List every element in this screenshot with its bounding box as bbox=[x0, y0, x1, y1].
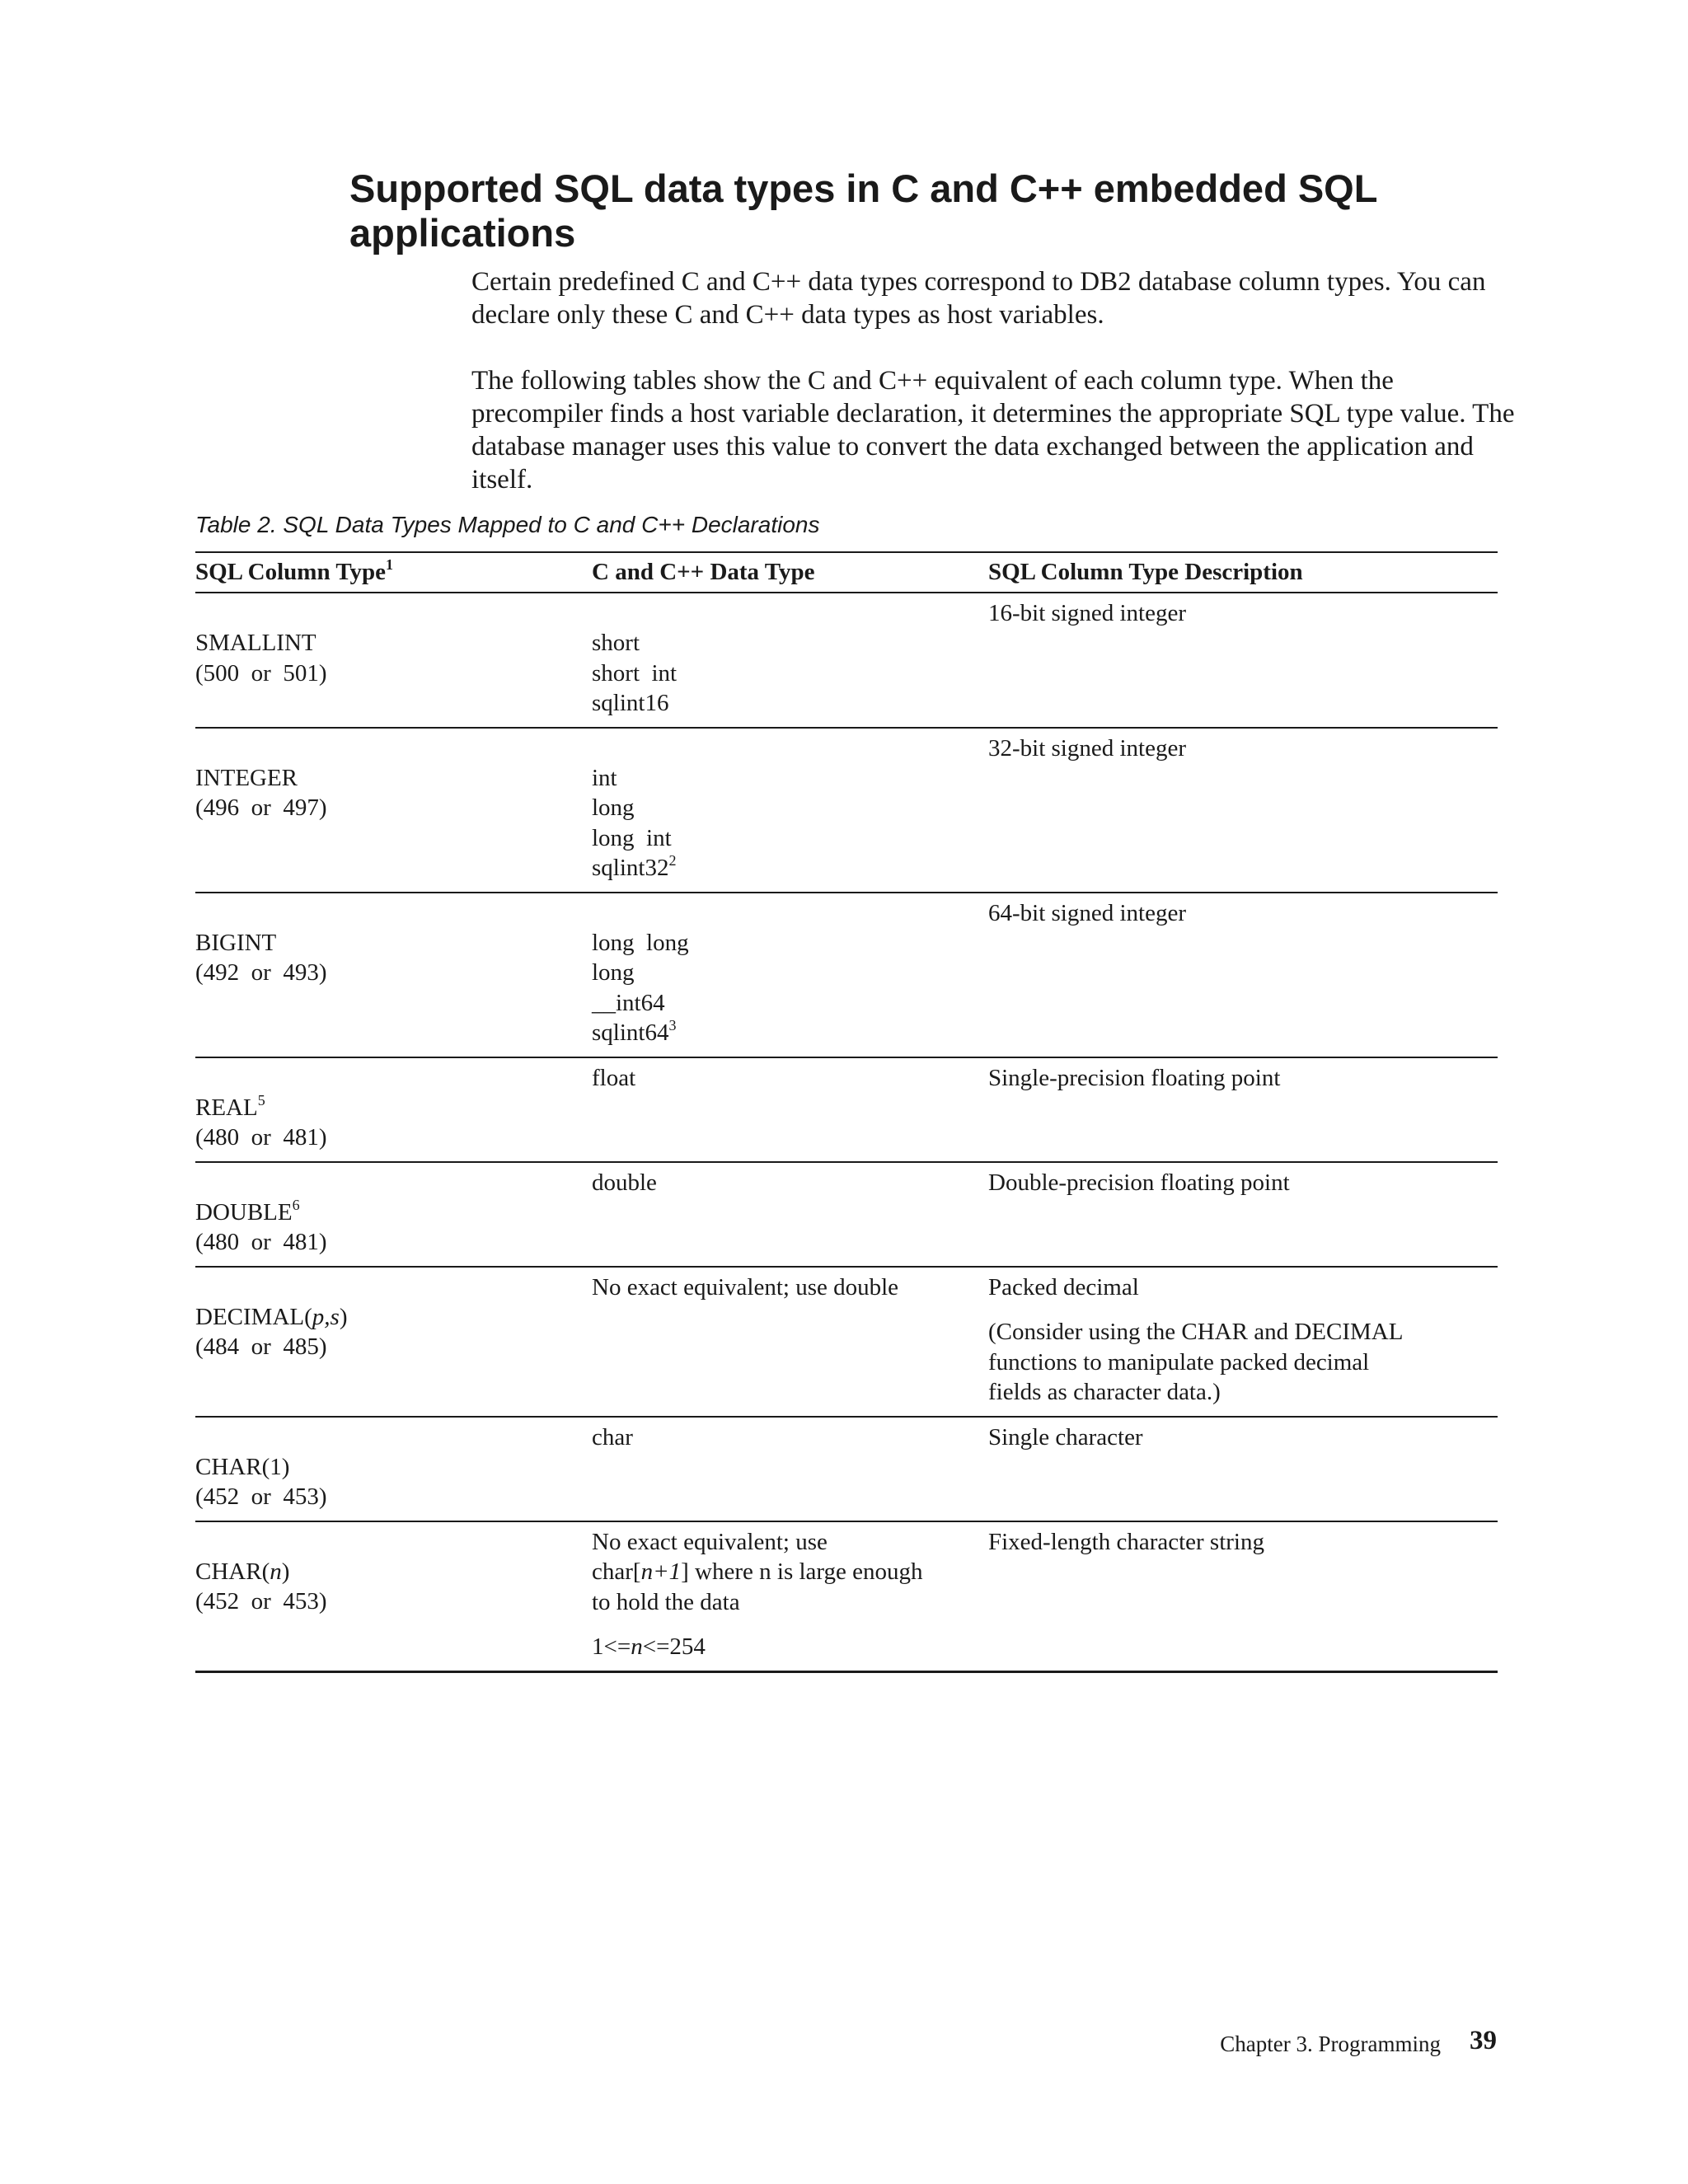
c-data-type-cell: No exact equivalent; use char[n+1] where n is large enough to hold the data 1<=n<=254 bbox=[592, 1521, 988, 1672]
table-row bbox=[195, 1267, 1498, 1417]
description-cell: Single character bbox=[988, 1417, 1498, 1521]
table-row bbox=[195, 1162, 1498, 1267]
footnote-ref: 6 bbox=[292, 1196, 300, 1213]
c-data-type-cell: char bbox=[592, 1417, 988, 1521]
c-data-type-cell: short short int sqlint16 bbox=[592, 593, 988, 728]
table-row bbox=[195, 1057, 1498, 1162]
table-caption: Table 2. SQL Data Types Mapped to C and C++ Declarations bbox=[195, 512, 820, 537]
sql-column-type-cell: CHAR(1) (452 or 453) bbox=[195, 1417, 592, 1521]
sql-column-type-cell: CHAR(n) (452 or 453) bbox=[195, 1521, 592, 1672]
table-row bbox=[195, 1521, 1498, 1672]
c-data-type-cell: int long long int $sqlint32^2$ bbox=[592, 728, 988, 893]
page-title: Supported SQL data types in C and C++ embedded SQL applications bbox=[349, 166, 1377, 255]
sql-column-type-cell: INTEGER (496 or 497) bbox=[195, 728, 592, 893]
sql-column-type-cell: BIGINT (492 or 493) bbox=[195, 893, 592, 1057]
description-cell: 64-bit signed integer bbox=[988, 893, 1498, 1057]
description-cell: 16-bit signed integer bbox=[988, 593, 1498, 728]
c-data-type-cell: No exact equivalent; use double bbox=[592, 1267, 988, 1417]
sql-column-type-cell: SMALLINT (500 or 501) bbox=[195, 593, 592, 728]
c-data-type-cell: float bbox=[592, 1057, 988, 1162]
description-paragraph: The following tables show the C and C++ equivalent of each column type. When the precompiler finds a host variable declaration, it determines the appropriate SQL type value. The database manager uses this value to convert the data exchanged between the application and itself. bbox=[471, 366, 1515, 494]
footnote-ref: 3 bbox=[668, 1017, 677, 1033]
sql-column-type-cell: DECIMAL(p,s) (484 or 485) bbox=[195, 1267, 592, 1417]
table-row bbox=[195, 593, 1498, 728]
footnote-ref: 1 bbox=[386, 556, 394, 574]
header-c-data-type: C and C++ Data Type bbox=[592, 552, 988, 593]
header-sql-column-type: SQL Column Type$^1$ bbox=[195, 552, 592, 593]
header-description: SQL Column Type Description bbox=[988, 552, 1498, 593]
c-data-type-cell: long long long __int64 $sqlint64^3$ bbox=[592, 893, 988, 1057]
sql-type-mapping-table bbox=[195, 551, 1498, 1673]
sql-column-type-cell: DOUBLE$^6$ (480 or 481) bbox=[195, 1162, 592, 1267]
intro-paragraph: Certain predefined C and C++ data types correspond to DB2 database column types. You can declare only these C and C++ data types as host variables. bbox=[471, 267, 1486, 330]
table-row bbox=[195, 1417, 1498, 1521]
table-header-row bbox=[195, 552, 1498, 593]
description-cell: 32-bit signed integer bbox=[988, 728, 1498, 893]
description-cell: Packed decimal (Consider using the CHAR and DECIMAL functions to manipulate packed decimal fields as character data.) bbox=[988, 1267, 1498, 1417]
sql-column-type-cell: REAL$^5$ (480 or 481) bbox=[195, 1057, 592, 1162]
footnote-ref: 5 bbox=[257, 1091, 265, 1108]
description-cell: Single-precision floating point bbox=[988, 1057, 1498, 1162]
c-data-type-cell: double bbox=[592, 1162, 988, 1267]
description-cell: Fixed-length character string bbox=[988, 1521, 1498, 1672]
footer-chapter: Chapter 3. Programming bbox=[1220, 2032, 1441, 2056]
description-cell: Double-precision floating point bbox=[988, 1162, 1498, 1267]
table-row bbox=[195, 728, 1498, 893]
page-number: 39 bbox=[1470, 2026, 1497, 2055]
footnote-ref: 2 bbox=[668, 852, 677, 869]
table-row bbox=[195, 893, 1498, 1057]
